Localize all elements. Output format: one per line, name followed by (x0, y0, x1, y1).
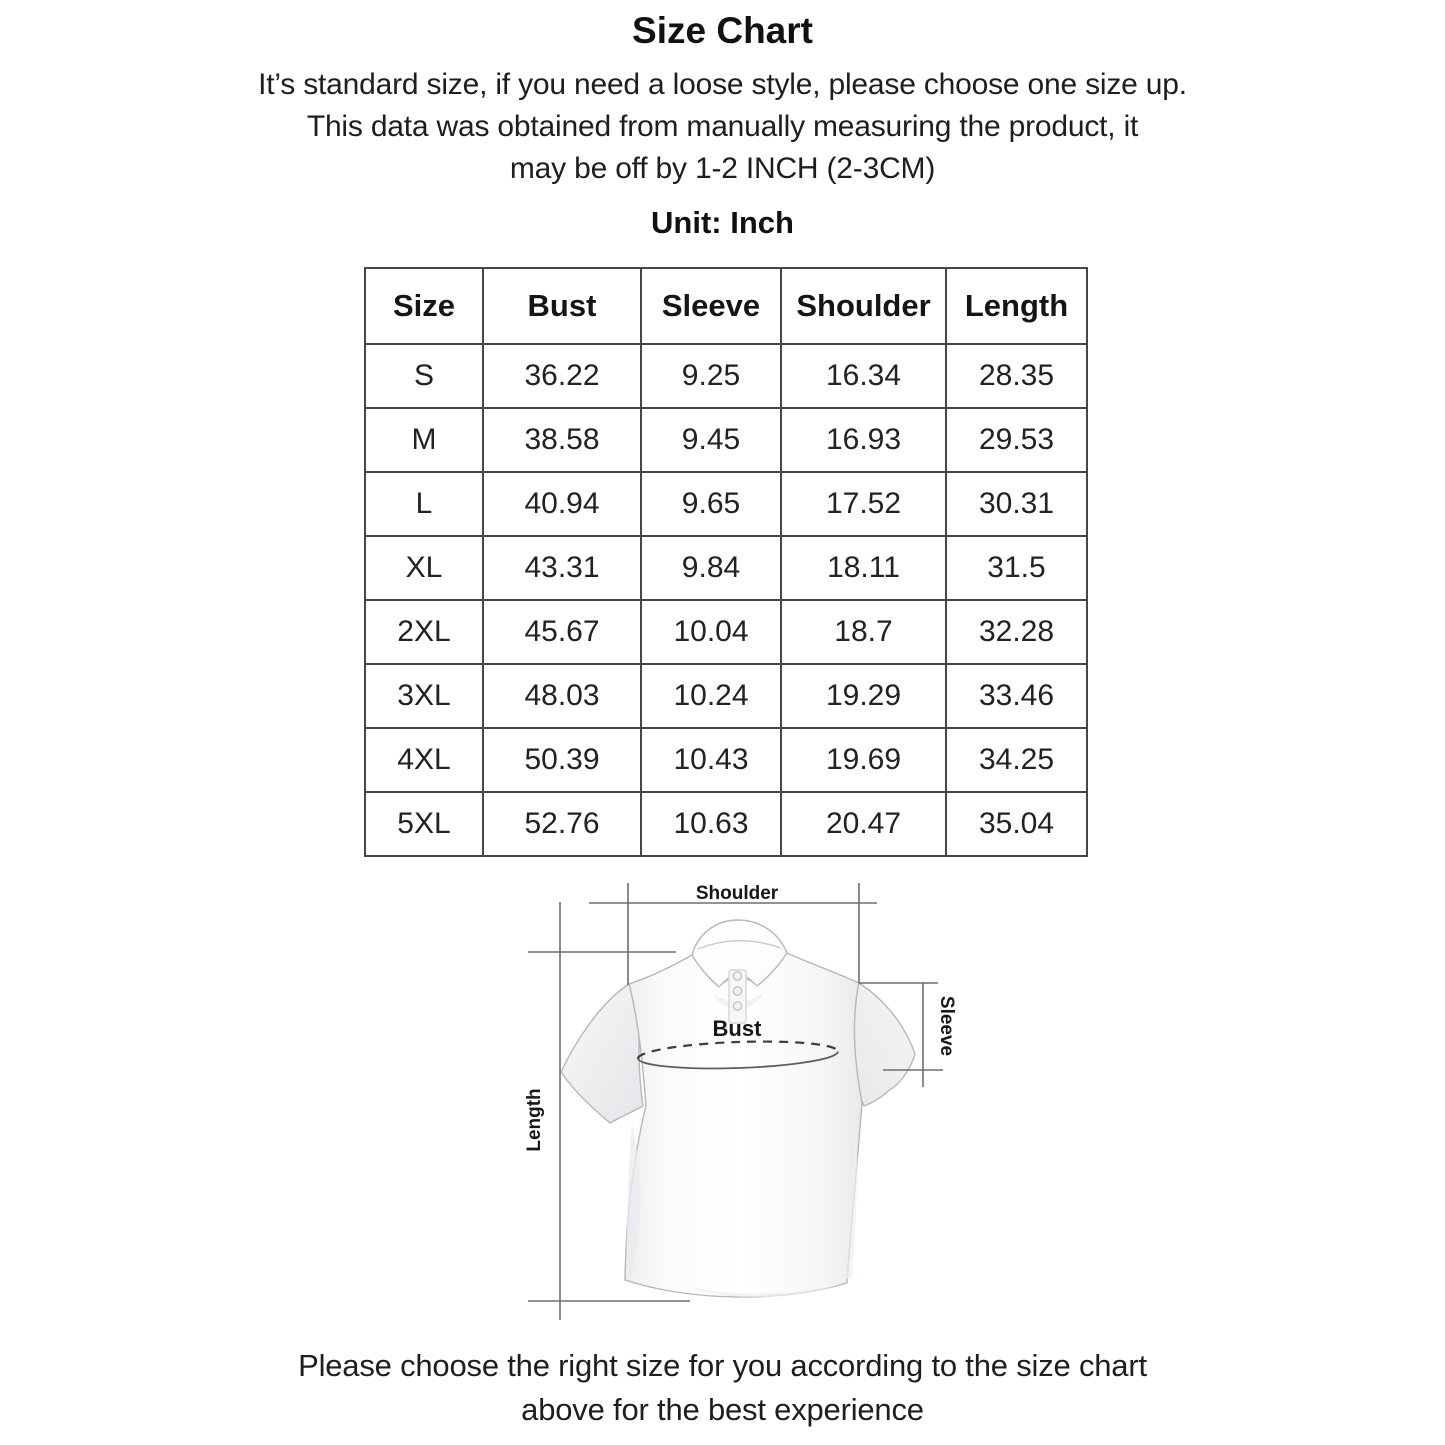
cell-bust: 40.94 (483, 472, 641, 536)
cell-shoulder: 18.11 (781, 536, 946, 600)
table-row (365, 408, 1087, 472)
cell-size: L (365, 472, 483, 536)
table-row (365, 536, 1087, 600)
description-line-2: This data was obtained from manually measuring the product, it (306, 110, 1139, 143)
table-row (365, 728, 1087, 792)
cell-size: XL (365, 536, 483, 600)
unit-label: Unit: Inch (651, 205, 794, 240)
cell-size: 2XL (365, 600, 483, 664)
cell-length: 32.28 (946, 600, 1087, 664)
cell-length: 28.35 (946, 344, 1087, 408)
page-title: Size Chart (632, 10, 813, 51)
size-table (364, 267, 1088, 857)
footer-line-1: Please choose the right size for you according to the size chart (298, 1348, 1147, 1383)
cell-shoulder: 16.34 (781, 344, 946, 408)
cell-bust: 45.67 (483, 600, 641, 664)
table-row (365, 472, 1087, 536)
length-diagram-label: Length (524, 1088, 545, 1152)
cell-bust: 43.31 (483, 536, 641, 600)
cell-length: 33.46 (946, 664, 1087, 728)
cell-bust: 48.03 (483, 664, 641, 728)
table-row (365, 344, 1087, 408)
cell-sleeve: 10.24 (641, 664, 781, 728)
column-header-length: Length (946, 268, 1087, 344)
description-line-3: may be off by 1-2 INCH (2-3CM) (509, 152, 936, 185)
cell-sleeve: 9.65 (641, 472, 781, 536)
description-text (0, 64, 1445, 190)
cell-sleeve: 9.84 (641, 536, 781, 600)
cell-length: 31.5 (946, 536, 1087, 600)
table-row (365, 664, 1087, 728)
footer-note (0, 1344, 1445, 1432)
cell-size: M (365, 408, 483, 472)
button (733, 987, 741, 995)
cell-length: 34.25 (946, 728, 1087, 792)
cell-length: 30.31 (946, 472, 1087, 536)
cell-shoulder: 19.29 (781, 664, 946, 728)
cell-shoulder: 19.69 (781, 728, 946, 792)
shirt-measurement-diagram (500, 875, 1000, 1335)
table-row (365, 600, 1087, 664)
cell-sleeve: 9.25 (641, 344, 781, 408)
description-line-1: It’s standard size, if you need a loose style, please choose one size up. (258, 68, 1187, 101)
cell-sleeve: 10.63 (641, 792, 781, 856)
cell-bust: 36.22 (483, 344, 641, 408)
column-header-bust: Bust (483, 268, 641, 344)
cell-length: 29.53 (946, 408, 1087, 472)
bust-diagram-label: Bust (712, 1016, 762, 1041)
cell-bust: 50.39 (483, 728, 641, 792)
left-sleeve (561, 984, 643, 1123)
polo-shirt-graphic (561, 920, 915, 1297)
cell-shoulder: 16.93 (781, 408, 946, 472)
footer-line-2: above for the best experience (521, 1392, 924, 1427)
cell-bust: 52.76 (483, 792, 641, 856)
column-header-size: Size (365, 268, 483, 344)
cell-size: S (365, 344, 483, 408)
sleeve-diagram-label: Sleeve (936, 995, 957, 1057)
cell-sleeve: 10.04 (641, 600, 781, 664)
cell-sleeve: 9.45 (641, 408, 781, 472)
cell-shoulder: 20.47 (781, 792, 946, 856)
shoulder-diagram-label: Shoulder (695, 883, 779, 904)
column-header-shoulder: Shoulder (781, 268, 946, 344)
button (733, 972, 741, 980)
cell-shoulder: 17.52 (781, 472, 946, 536)
button (733, 1002, 741, 1010)
cell-size: 3XL (365, 664, 483, 728)
cell-size: 4XL (365, 728, 483, 792)
table-header-row (365, 268, 1087, 344)
cell-length: 35.04 (946, 792, 1087, 856)
cell-bust: 38.58 (483, 408, 641, 472)
cell-shoulder: 18.7 (781, 600, 946, 664)
table-row (365, 792, 1087, 856)
cell-size: 5XL (365, 792, 483, 856)
column-header-sleeve: Sleeve (641, 268, 781, 344)
cell-sleeve: 10.43 (641, 728, 781, 792)
